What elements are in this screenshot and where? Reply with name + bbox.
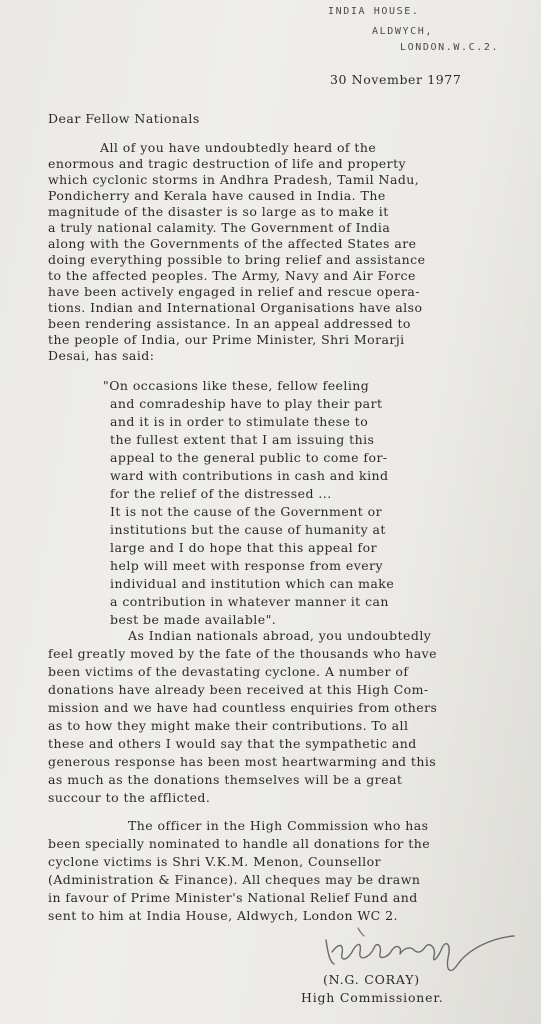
paragraph-1-line: to the affected peoples. The Army, Navy and Air Force [48,268,416,283]
paragraph-2-line: as much as the donations themselves will be a great [48,772,403,787]
paragraph-3-line: been specially nominated to handle all donations for the [48,836,431,851]
paragraph-2-line: As Indian nationals abroad, you undoubtedly [128,628,432,643]
paragraph-1-line: Pondicherry and Kerala have caused in India. The [48,188,386,203]
paragraph-1-line: enormous and tragic destruction of life and property [48,156,407,171]
paragraph-1-line: the people of India, our Prime Minister, Shri Morarji [48,332,405,347]
paragraph-1-line: a truly national calamity. The Government of India [48,220,391,235]
paragraph-2-line: these and others I would say that the sympathetic and [48,736,417,751]
quote-line: help will meet with response from every [110,558,384,573]
paragraph-1-line: doing everything possible to bring relief and assistance [48,252,426,267]
quote-line: individual and institution which can make [110,576,395,591]
paragraph-3-line: cyclone victims is Shri V.K.M. Menon, Counsellor [48,854,382,869]
salutation: Dear Fellow Nationals [48,111,200,126]
paragraph-1-line: which cyclonic storms in Andhra Pradesh, Tamil Nadu, [48,172,420,187]
quote-line: and comradeship have to play their part [110,396,383,411]
paragraph-1-line: All of you have undoubtedly heard of the [100,140,377,155]
signatory-title: High Commissioner. [301,990,444,1005]
signatory-name: (N.G. CORAY) [323,972,420,987]
paragraph-2-line: mission and we have had countless enquiries from others [48,700,438,715]
paragraph-1-line: Desai, has said: [48,348,155,363]
paragraph-3-line: in favour of Prime Minister's National Relief Fund and [48,890,418,905]
letter-date: 30 November 1977 [330,72,462,87]
paragraph-3-line: sent to him at India House, Aldwych, London WC 2. [48,908,398,923]
paragraph-1-line: magnitude of the disaster is so large as to make it [48,204,389,219]
paragraph-1-line: tions. Indian and International Organisations have also [48,300,423,315]
quote-line: the fullest extent that I am issuing this [110,432,375,447]
letterhead-line-1: INDIA HOUSE. [328,6,420,17]
quote-line: institutions but the cause of humanity at [110,522,386,537]
quote-line: ward with contributions in cash and kind [110,468,389,483]
paragraph-1-line: along with the Governments of the affected States are [48,236,417,251]
paragraph-2-line: generous response has been most heartwarming and this [48,754,437,769]
paragraph-2-line: succour to the afflicted. [48,790,211,805]
quote-line: for the relief of the distressed ... [110,486,332,501]
paragraph-1-line: been rendering assistance. In an appeal addressed to [48,316,411,331]
paragraph-2-line: donations have already been received at this High Com- [48,682,429,697]
quote-line: and it is in order to stimulate these to [110,414,369,429]
quote-line: "On occasions like these, fellow feeling [103,378,370,393]
paragraph-1-line: have been actively engaged in relief and rescue opera- [48,284,420,299]
paragraph-2-line: feel greatly moved by the fate of the thousands who have [48,646,437,661]
quote-line: large and I do hope that this appeal for [110,540,378,555]
quote-line: appeal to the general public to come for- [110,450,388,465]
quote-line: best be made available". [110,612,277,627]
letterhead-line-3: LONDON.W.C.2. [400,42,500,53]
paragraph-2-line: as to how they might make their contributions. To all [48,718,409,733]
paragraph-3-line: (Administration & Finance). All cheques may be drawn [48,872,421,887]
paragraph-2-line: been victims of the devastating cyclone. A number of [48,664,409,679]
quote-line: a contribution in whatever manner it can [110,594,389,609]
quote-line: It is not the cause of the Government or [110,504,382,519]
paragraph-3-line: The officer in the High Commission who has [128,818,429,833]
handwritten-signature [318,918,518,978]
letterhead-line-2: ALDWYCH, [372,26,433,37]
